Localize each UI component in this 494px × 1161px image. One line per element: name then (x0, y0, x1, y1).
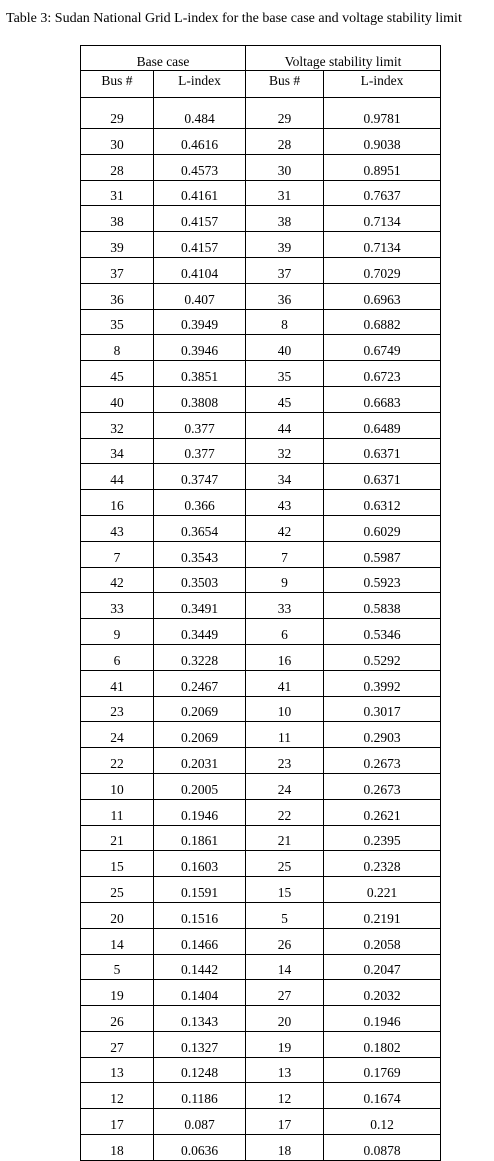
table-row (81, 1135, 441, 1161)
cell-limit-l-index: 0.1769 (324, 1057, 441, 1083)
cell-base-bus: 21 (81, 825, 154, 851)
cell-base-bus: 12 (81, 1083, 154, 1109)
cell-base-bus: 36 (81, 283, 154, 309)
cell-limit-l-index: 0.5292 (324, 644, 441, 670)
cell-limit-l-index: 0.9781 (324, 98, 441, 129)
cell-limit-bus: 33 (246, 593, 324, 619)
cell-limit-bus: 44 (246, 412, 324, 438)
table-row (81, 567, 441, 593)
cell-limit-bus: 40 (246, 335, 324, 361)
l-index-table (80, 45, 441, 1161)
cell-limit-bus: 22 (246, 799, 324, 825)
cell-limit-l-index: 0.3017 (324, 696, 441, 722)
cell-base-bus: 30 (81, 129, 154, 155)
table-row (81, 722, 441, 748)
cell-base-l-index: 0.4157 (154, 232, 246, 258)
cell-base-bus: 7 (81, 541, 154, 567)
cell-limit-l-index: 0.6489 (324, 412, 441, 438)
table-body (81, 98, 441, 1161)
cell-limit-l-index: 0.6723 (324, 361, 441, 387)
table-row (81, 1109, 441, 1135)
cell-base-bus: 34 (81, 438, 154, 464)
cell-limit-l-index: 0.3992 (324, 670, 441, 696)
cell-base-bus: 8 (81, 335, 154, 361)
cell-base-l-index: 0.2069 (154, 722, 246, 748)
table-row (81, 464, 441, 490)
cell-base-bus: 23 (81, 696, 154, 722)
cell-base-bus: 41 (81, 670, 154, 696)
cell-limit-bus: 27 (246, 980, 324, 1006)
group-header-base-case: Base case (81, 46, 246, 71)
cell-base-bus: 33 (81, 593, 154, 619)
cell-base-bus: 19 (81, 980, 154, 1006)
cell-base-l-index: 0.3228 (154, 644, 246, 670)
cell-limit-l-index: 0.6963 (324, 283, 441, 309)
cell-limit-bus: 23 (246, 748, 324, 774)
cell-limit-l-index: 0.0878 (324, 1135, 441, 1161)
cell-base-l-index: 0.1186 (154, 1083, 246, 1109)
cell-base-l-index: 0.2005 (154, 773, 246, 799)
cell-limit-l-index: 0.5346 (324, 619, 441, 645)
table-row (81, 954, 441, 980)
table-row (81, 619, 441, 645)
cell-limit-l-index: 0.2621 (324, 799, 441, 825)
cell-limit-bus: 18 (246, 1135, 324, 1161)
cell-limit-bus: 35 (246, 361, 324, 387)
cell-limit-bus: 20 (246, 1006, 324, 1032)
cell-base-l-index: 0.1603 (154, 851, 246, 877)
cell-limit-l-index: 0.1674 (324, 1083, 441, 1109)
cell-limit-l-index: 0.2032 (324, 980, 441, 1006)
table-row (81, 490, 441, 516)
cell-limit-l-index: 0.9038 (324, 129, 441, 155)
cell-limit-l-index: 0.8951 (324, 154, 441, 180)
table-row (81, 1083, 441, 1109)
cell-base-l-index: 0.1442 (154, 954, 246, 980)
cell-limit-l-index: 0.7029 (324, 257, 441, 283)
cell-base-l-index: 0.2031 (154, 748, 246, 774)
cell-limit-bus: 25 (246, 851, 324, 877)
cell-limit-bus: 5 (246, 902, 324, 928)
table-row (81, 644, 441, 670)
table-row (81, 1057, 441, 1083)
cell-limit-l-index: 0.5923 (324, 567, 441, 593)
table-row (81, 180, 441, 206)
cell-limit-bus: 34 (246, 464, 324, 490)
cell-base-l-index: 0.2467 (154, 670, 246, 696)
table-row (81, 902, 441, 928)
cell-base-l-index: 0.3949 (154, 309, 246, 335)
table-row (81, 825, 441, 851)
table-row (81, 1006, 441, 1032)
cell-base-bus: 24 (81, 722, 154, 748)
cell-base-l-index: 0.4616 (154, 129, 246, 155)
table-row (81, 283, 441, 309)
cell-limit-l-index: 0.5838 (324, 593, 441, 619)
table-row (81, 438, 441, 464)
cell-base-l-index: 0.407 (154, 283, 246, 309)
cell-base-bus: 25 (81, 877, 154, 903)
table-row (81, 361, 441, 387)
cell-limit-bus: 29 (246, 98, 324, 129)
cell-limit-l-index: 0.7134 (324, 232, 441, 258)
table-row (81, 386, 441, 412)
cell-base-l-index: 0.1466 (154, 928, 246, 954)
table-row (81, 129, 441, 155)
cell-base-l-index: 0.1946 (154, 799, 246, 825)
cell-limit-bus: 11 (246, 722, 324, 748)
cell-base-bus: 27 (81, 1031, 154, 1057)
cell-limit-l-index: 0.5987 (324, 541, 441, 567)
cell-base-l-index: 0.3808 (154, 386, 246, 412)
column-header-limit-l-index: L-index (324, 71, 441, 98)
cell-base-bus: 13 (81, 1057, 154, 1083)
cell-base-l-index: 0.4573 (154, 154, 246, 180)
table-row (81, 1031, 441, 1057)
cell-base-l-index: 0.1861 (154, 825, 246, 851)
cell-base-bus: 22 (81, 748, 154, 774)
cell-base-bus: 42 (81, 567, 154, 593)
cell-limit-bus: 28 (246, 129, 324, 155)
cell-base-bus: 26 (81, 1006, 154, 1032)
cell-limit-bus: 26 (246, 928, 324, 954)
cell-limit-bus: 7 (246, 541, 324, 567)
cell-base-bus: 44 (81, 464, 154, 490)
cell-base-bus: 14 (81, 928, 154, 954)
cell-limit-bus: 32 (246, 438, 324, 464)
cell-limit-l-index: 0.6312 (324, 490, 441, 516)
cell-limit-l-index: 0.2047 (324, 954, 441, 980)
cell-base-bus: 29 (81, 98, 154, 129)
cell-base-bus: 16 (81, 490, 154, 516)
table-row (81, 851, 441, 877)
cell-base-bus: 32 (81, 412, 154, 438)
cell-limit-l-index: 0.2191 (324, 902, 441, 928)
cell-limit-bus: 15 (246, 877, 324, 903)
cell-limit-bus: 31 (246, 180, 324, 206)
cell-base-bus: 38 (81, 206, 154, 232)
cell-base-bus: 35 (81, 309, 154, 335)
cell-base-l-index: 0.3946 (154, 335, 246, 361)
cell-limit-l-index: 0.6371 (324, 438, 441, 464)
cell-limit-bus: 14 (246, 954, 324, 980)
cell-limit-bus: 41 (246, 670, 324, 696)
cell-base-l-index: 0.3503 (154, 567, 246, 593)
cell-limit-bus: 8 (246, 309, 324, 335)
column-header-limit-bus: Bus # (246, 71, 324, 98)
cell-base-l-index: 0.4161 (154, 180, 246, 206)
cell-base-l-index: 0.3491 (154, 593, 246, 619)
cell-base-l-index: 0.3851 (154, 361, 246, 387)
cell-base-bus: 40 (81, 386, 154, 412)
table-row (81, 773, 441, 799)
cell-limit-bus: 12 (246, 1083, 324, 1109)
table-row (81, 670, 441, 696)
cell-limit-l-index: 0.2673 (324, 773, 441, 799)
cell-base-l-index: 0.4157 (154, 206, 246, 232)
table-row (81, 541, 441, 567)
cell-limit-bus: 42 (246, 515, 324, 541)
column-header-base-l-index: L-index (154, 71, 246, 98)
cell-base-l-index: 0.2069 (154, 696, 246, 722)
cell-base-bus: 5 (81, 954, 154, 980)
cell-base-l-index: 0.3543 (154, 541, 246, 567)
cell-base-l-index: 0.1343 (154, 1006, 246, 1032)
cell-limit-l-index: 0.2673 (324, 748, 441, 774)
cell-base-l-index: 0.1591 (154, 877, 246, 903)
cell-limit-bus: 45 (246, 386, 324, 412)
cell-limit-l-index: 0.7134 (324, 206, 441, 232)
cell-base-l-index: 0.1404 (154, 980, 246, 1006)
cell-limit-bus: 10 (246, 696, 324, 722)
table-row (81, 206, 441, 232)
column-header-base-bus: Bus # (81, 71, 154, 98)
cell-limit-bus: 19 (246, 1031, 324, 1057)
cell-base-l-index: 0.366 (154, 490, 246, 516)
cell-base-bus: 45 (81, 361, 154, 387)
table-row (81, 257, 441, 283)
cell-base-bus: 39 (81, 232, 154, 258)
cell-limit-bus: 17 (246, 1109, 324, 1135)
table-row (81, 877, 441, 903)
cell-base-l-index: 0.3747 (154, 464, 246, 490)
cell-base-l-index: 0.484 (154, 98, 246, 129)
cell-base-bus: 6 (81, 644, 154, 670)
cell-base-l-index: 0.377 (154, 438, 246, 464)
cell-base-bus: 15 (81, 851, 154, 877)
cell-limit-bus: 24 (246, 773, 324, 799)
cell-limit-l-index: 0.2395 (324, 825, 441, 851)
cell-limit-bus: 6 (246, 619, 324, 645)
table-row (81, 799, 441, 825)
table-row (81, 928, 441, 954)
table-caption: Table 3: Sudan National Grid L-index for the base case and voltage stability limit (6, 11, 462, 26)
cell-base-bus: 20 (81, 902, 154, 928)
cell-base-bus: 11 (81, 799, 154, 825)
cell-base-l-index: 0.087 (154, 1109, 246, 1135)
cell-base-bus: 10 (81, 773, 154, 799)
group-header-voltage-stability-limit: Voltage stability limit (246, 46, 441, 71)
table-row (81, 593, 441, 619)
cell-limit-l-index: 0.6882 (324, 309, 441, 335)
table-row (81, 232, 441, 258)
cell-limit-l-index: 0.1946 (324, 1006, 441, 1032)
cell-base-bus: 43 (81, 515, 154, 541)
cell-limit-l-index: 0.6683 (324, 386, 441, 412)
cell-limit-bus: 43 (246, 490, 324, 516)
cell-limit-bus: 13 (246, 1057, 324, 1083)
cell-limit-l-index: 0.12 (324, 1109, 441, 1135)
cell-limit-bus: 30 (246, 154, 324, 180)
cell-limit-bus: 36 (246, 283, 324, 309)
table-row (81, 980, 441, 1006)
cell-limit-l-index: 0.1802 (324, 1031, 441, 1057)
cell-base-bus: 31 (81, 180, 154, 206)
cell-base-l-index: 0.3449 (154, 619, 246, 645)
cell-base-bus: 18 (81, 1135, 154, 1161)
table-row (81, 412, 441, 438)
table-row (81, 98, 441, 129)
cell-limit-l-index: 0.7637 (324, 180, 441, 206)
table-row (81, 748, 441, 774)
cell-base-l-index: 0.1516 (154, 902, 246, 928)
cell-limit-l-index: 0.221 (324, 877, 441, 903)
table-row (81, 154, 441, 180)
cell-base-bus: 17 (81, 1109, 154, 1135)
cell-base-bus: 9 (81, 619, 154, 645)
cell-limit-bus: 21 (246, 825, 324, 851)
cell-limit-l-index: 0.6029 (324, 515, 441, 541)
cell-limit-bus: 38 (246, 206, 324, 232)
cell-limit-l-index: 0.6749 (324, 335, 441, 361)
cell-base-l-index: 0.4104 (154, 257, 246, 283)
cell-base-l-index: 0.1327 (154, 1031, 246, 1057)
table-row (81, 515, 441, 541)
cell-limit-bus: 37 (246, 257, 324, 283)
cell-base-l-index: 0.377 (154, 412, 246, 438)
cell-base-bus: 37 (81, 257, 154, 283)
cell-limit-l-index: 0.2903 (324, 722, 441, 748)
cell-limit-l-index: 0.2328 (324, 851, 441, 877)
cell-limit-bus: 16 (246, 644, 324, 670)
cell-base-l-index: 0.1248 (154, 1057, 246, 1083)
table-row (81, 335, 441, 361)
table-row (81, 696, 441, 722)
cell-limit-bus: 9 (246, 567, 324, 593)
cell-base-bus: 28 (81, 154, 154, 180)
cell-limit-l-index: 0.2058 (324, 928, 441, 954)
cell-limit-l-index: 0.6371 (324, 464, 441, 490)
cell-base-l-index: 0.3654 (154, 515, 246, 541)
cell-base-l-index: 0.0636 (154, 1135, 246, 1161)
table-row (81, 309, 441, 335)
cell-limit-bus: 39 (246, 232, 324, 258)
